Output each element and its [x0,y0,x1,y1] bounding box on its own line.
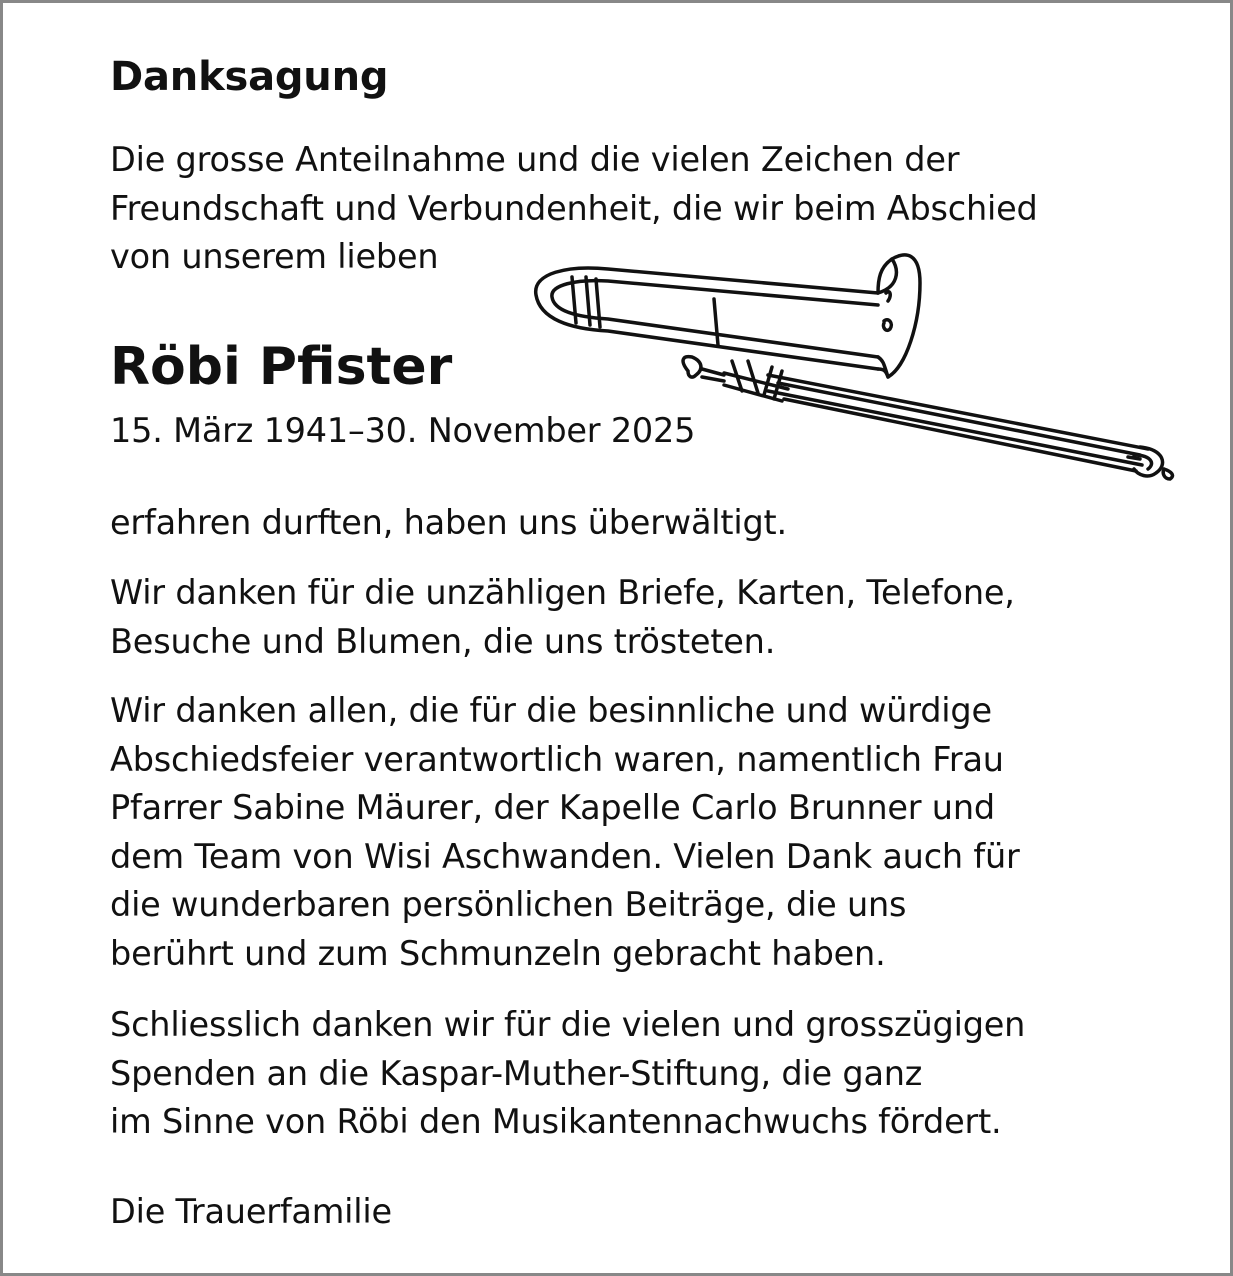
intro-line: von unserem lieben [110,237,439,276]
signature: Die Trauerfamilie [110,1192,392,1231]
paragraph-line: Besuche und Blumen, die uns trösteten. [110,621,776,661]
paragraph-line: Schliesslich danken wir für die vielen und grosszügigen [110,1005,1026,1044]
page-title: Danksagung [110,54,389,100]
thanks-paragraph-3 [110,687,1020,978]
thanks-paragraph-4 [110,1001,1025,1147]
paragraph-line: dem Team von Wisi Aschwanden. Vielen Dank auch für [110,836,1020,876]
life-dates: 15. März 1941–30. November 2025 [110,411,696,450]
paragraph-line: Pfarrer Sabine Mäurer, der Kapelle Carlo Brunner und [110,788,995,827]
thanks-paragraph-2 [110,569,1015,666]
paragraph-line: erfahren durften, haben uns überwältigt. [110,503,787,542]
paragraph-line: die wunderbaren persönlichen Beiträge, die uns [110,885,907,924]
paragraph-line: Wir danken für die unzähligen Briefe, Karten, Telefone, [110,573,1015,612]
paragraph-line: Wir danken allen, die für die besinnliche und würdige [110,691,992,730]
thanks-paragraph-1 [110,499,787,548]
paragraph-line: Abschiedsfeier verantwortlich waren, namentlich Frau [110,739,1004,779]
intro-line: Freundschaft und Verbundenheit, die wir beim Abschied [110,188,1038,228]
paragraph-line: berührt und zum Schmunzeln gebracht haben. [110,933,886,973]
intro-line: Die grosse Anteilnahme und die vielen Zeichen der [110,140,960,179]
paragraph-line: Spenden an die Kaspar-Muther-Stiftung, die ganz [110,1053,923,1093]
deceased-name: Röbi Pfister [110,337,453,397]
trombone-icon [528,243,1188,493]
paragraph-line: im Sinne von Röbi den Musikantennachwuchs fördert. [110,1102,1002,1141]
